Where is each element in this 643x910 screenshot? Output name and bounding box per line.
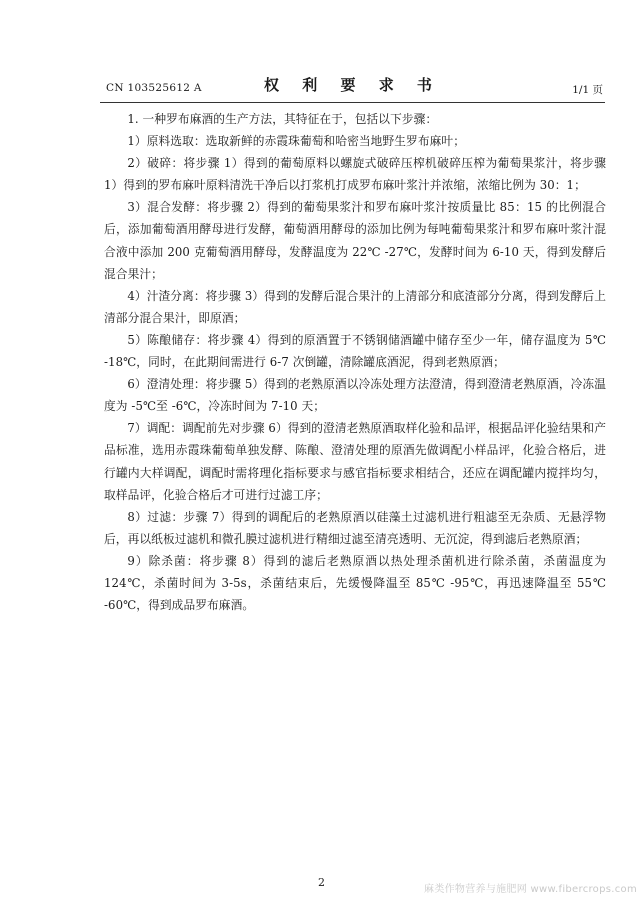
claim-step-2: 2）破碎：将步骤 1）得到的葡萄原料以螺旋式破碎压榨机破碎压榨为葡萄果浆汁，将步骤 1）得到的罗布麻叶原料清洗干净后以打浆机打成罗布麻叶浆汁并浓缩，浓缩比例为 30：1； — [104, 156, 606, 193]
claim-step-6: 6）澄清处理：将步骤 5）得到的老熟原酒以冷冻处理方法澄清，得到澄清老熟原酒，冷冻温度为 -5℃至 -6℃，冷冻时间为 7-10 天； — [104, 377, 606, 414]
page-indicator: 1/1 页 — [572, 84, 603, 96]
claim-step-4: 4）汁渣分离：将步骤 3）得到的发酵后混合果汁的上清部分和底渣部分分离，得到发酵后上清部分混合果汁，即原酒； — [104, 288, 606, 325]
page-header — [100, 72, 605, 102]
claim-intro: 1. 一种罗布麻酒的生产方法，其特征在于，包括以下步骤： — [127, 112, 438, 126]
site-watermark: 麻类作物营养与施肥网 www.fibercrops.com — [424, 884, 637, 895]
claims-body — [104, 108, 606, 616]
patent-number: CN 103525612 A — [106, 82, 202, 94]
claim-step-1: 1）原料选取：选取新鲜的赤霞珠葡萄和哈密当地野生罗布麻叶； — [127, 134, 465, 149]
header-divider — [100, 102, 605, 103]
claim-step-5: 5）陈酿储存：将步骤 4）得到的原酒置于不锈钢储酒罐中储存至少一年，储存温度为 5℃ -18℃，同时，在此期间需进行 6-7 次倒罐，清除罐底酒泥，得到老熟原酒； — [104, 332, 606, 370]
claim-step-8: 8）过滤：步骤 7）得到的调配后的老熟原酒以硅藻土过滤机进行粗滤至无杂质、无悬浮物后，再以纸板过滤机和微孔膜过滤机进行精细过滤至清亮透明、无沉淀，得到滤后老熟原酒； — [104, 509, 606, 546]
page-number: 2 — [318, 876, 325, 889]
claim-step-3: 3）混合发酵：将步骤 2）得到的葡萄果浆汁和罗布麻叶浆汁按质量比 85：15 的比例混合后，添加葡萄酒用酵母进行发酵，葡萄酒用酵母的添加比例为每吨葡萄果浆汁和罗布麻叶浆汁混合液中添加 200 克葡萄酒用酵母，发酵温度为 22℃ -27℃，发酵时间为 6-10 天，得到发酵后混合果汁； — [104, 200, 606, 281]
document-title: 权 利 要 求 书 — [264, 76, 441, 94]
claim-step-9: 9）除杀菌：将步骤 8）得到的滤后老熟原酒以热处理杀菌机进行除杀菌，杀菌温度为 124℃，杀菌时间为 3-5s，杀菌结束后，先缓慢降温至 85℃ -95℃，再迅速降温至 55℃ -60℃，得到成品罗布麻酒。 — [104, 553, 606, 613]
claim-step-7: 7）调配：调配前先对步骤 6）得到的澄清老熟原酒取样化验和品评，根据品评化验结果和产品标准，选用赤霞珠葡萄单独发酵、陈酿、澄清处理的原酒先做调配小样品评，化验合格后，进行罐内大样调配，调配时需将理化指标要求与感官指标要求相结合，还应在调配罐内搅拌均匀，取样品评，化验合格后才可进行过滤工序； — [104, 421, 606, 502]
